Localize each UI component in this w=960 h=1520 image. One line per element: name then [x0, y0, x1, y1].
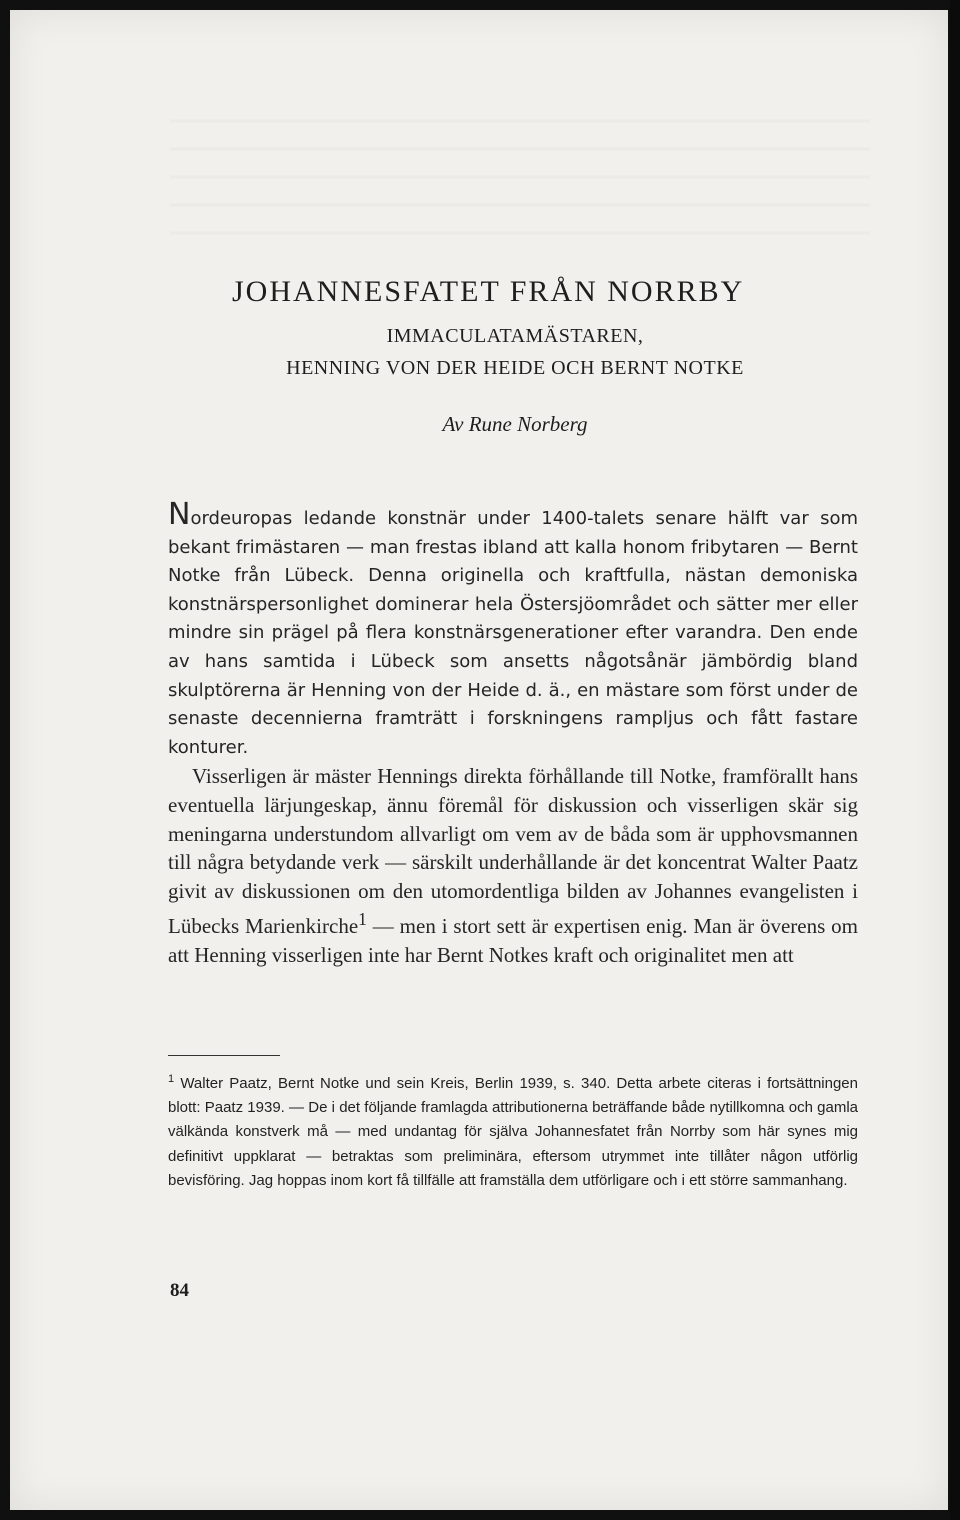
footnote-marker: 1	[168, 1073, 175, 1085]
paragraph-1	[168, 497, 858, 762]
page-number: 84	[170, 1280, 189, 1301]
subtitle-line-2: HENNING VON DER HEIDE OCH BERNT NOTKE	[286, 357, 744, 379]
paragraph-2-text: Visserligen är mäster Hennings direkta förhållande till Notke, framförallt hans eventuella lärjungeskap, ännu föremål för diskussion och visserligen skär sig meningarna understundom allvarligt om vem av de båda som är upphovsmannen till några betydande verk — särskilt underhållande är det koncentrat Walter Paatz givit av diskussionen om den utomordentliga bilden av Johannes evangelisten i Lübecks Marienkirche	[168, 764, 858, 939]
paragraph-1-text: ordeuropas ledande konstnär under 1400-talets senare hälft var som bekant frimästaren — man frestas ibland att kalla honom fribytaren — Bernt Notke från Lübeck. Denna originella och kraftfulla, nästan demoniska konstnärspersonlighet dominerar hela Östersjöområdet och sätter mer eller mindre sin prägel på flera konstnärsgenerationer efter varandra. Den ende av hans samtida i Lübeck som ansetts någotsånär jämbördig bland skulptörerna är Henning von der Heide d. ä., en mästare som först under de senaste decennierna framträtt i forskningens rampljus och fått fastare konturer.	[168, 508, 858, 758]
subtitle-line-1: IMMACULATAMÄSTAREN,	[386, 325, 644, 347]
bleed-through-text	[170, 120, 870, 260]
footnote-reference: 1	[358, 909, 367, 930]
article-title: JOHANNESFATET FRÅN NORRBY	[232, 275, 745, 308]
footnote-text: Walter Paatz, Bernt Notke und sein Kreis, Berlin 1939, s. 340. Detta arbete citeras i fortsättningen blott: Paatz 1939. — De i det följande framlagda attributionerna beträffande både nytillkomna och gamla välkända konstverk må — med undantag för själva Johannesfatet från Norrby som här synes mig definitivt uppklarat — betraktas som preliminära, eftersom utrymmet inte tillåter någon utförlig bevisföring. Jag hoppas inom kort få tillfälle att framställa dem utförligare och i ett större sammanhang.	[168, 1075, 858, 1189]
paragraph-2	[168, 762, 858, 969]
scan-edge	[950, 0, 960, 1520]
body-text	[168, 497, 858, 970]
byline	[170, 412, 860, 437]
paragraph-2-text-cont: — men i stort sett är expertisen enig. Man är överens om att Henning visserligen inte har Bernt Notkes kraft och originalitet men att	[168, 914, 858, 967]
footnote	[168, 1067, 858, 1193]
drop-cap: N	[168, 497, 191, 532]
footnote-rule	[168, 1055, 280, 1056]
byline-prefix: Av	[442, 412, 469, 436]
author-name: Rune Norberg	[468, 412, 588, 436]
